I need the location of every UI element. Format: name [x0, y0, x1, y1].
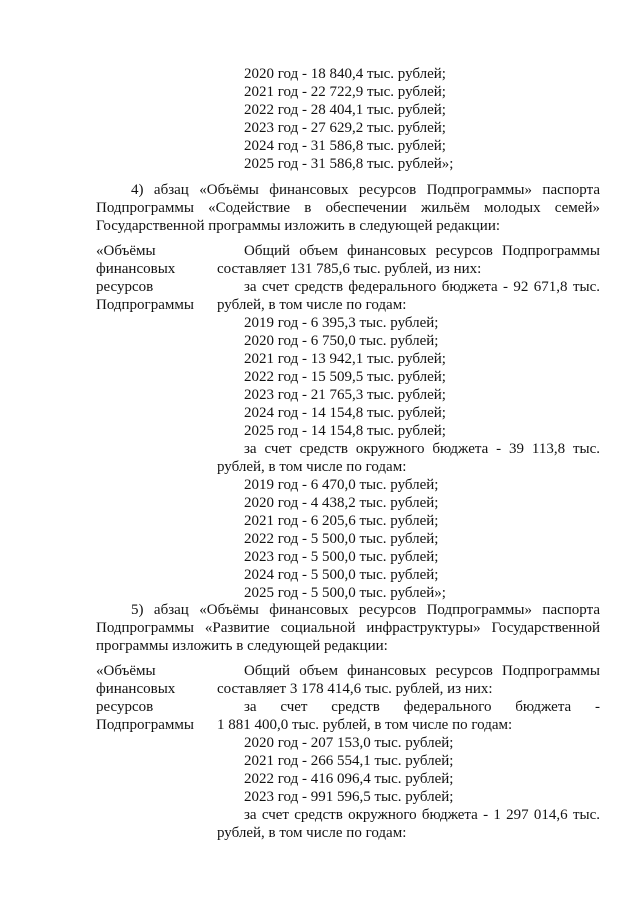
year-line: 2020 год - 18 840,4 тыс. рублей; — [244, 66, 446, 82]
district-line: рублей, в том числе по годам: — [217, 825, 407, 841]
district-line: за счет средств окружного бюджета - 39 113,8 тыс. — [244, 441, 600, 457]
block-label: Подпрограммы — [96, 297, 194, 313]
paragraph-line: 4) абзац «Объёмы финансовых ресурсов Подпрограммы» паспорта — [131, 182, 600, 198]
block-label: Подпрограммы — [96, 717, 194, 733]
paragraph-line: Государственной программы изложить в следующей редакции: — [96, 218, 501, 234]
block-label: финансовых — [96, 681, 176, 697]
total-line: Общий объем финансовых ресурсов Подпрограммы — [244, 663, 600, 679]
district-line: рублей, в том числе по годам: — [217, 459, 407, 475]
year-line: 2022 год - 28 404,1 тыс. рублей; — [244, 102, 446, 118]
year-line: 2021 год - 266 554,1 тыс. рублей; — [244, 753, 454, 769]
year-line: 2019 год - 6 470,0 тыс. рублей; — [244, 477, 439, 493]
block-label: ресурсов — [96, 279, 154, 295]
year-line: 2023 год - 27 629,2 тыс. рублей; — [244, 120, 446, 136]
federal-line: за счет средств федерального бюджета - — [244, 699, 600, 715]
year-line: 2025 год - 5 500,0 тыс. рублей»; — [244, 585, 446, 601]
paragraph-line: Подпрограммы «Содействие в обеспечении жильём молодых семей» — [96, 200, 600, 216]
total-line: составляет 131 785,6 тыс. рублей, из них: — [217, 261, 482, 277]
year-line: 2025 год - 31 586,8 тыс. рублей»; — [244, 156, 454, 172]
year-line: 2023 год - 5 500,0 тыс. рублей; — [244, 549, 439, 565]
total-line: составляет 3 178 414,6 тыс. рублей, из них: — [217, 681, 493, 697]
paragraph-line: 5) абзац «Объёмы финансовых ресурсов Подпрограммы» паспорта — [131, 602, 600, 618]
district-line: за счет средств окружного бюджета - 1 297 014,6 тыс. — [244, 807, 600, 823]
block-label: финансовых — [96, 261, 176, 277]
federal-line: рублей, в том числе по годам: — [217, 297, 407, 313]
year-line: 2023 год - 21 765,3 тыс. рублей; — [244, 387, 446, 403]
federal-line: за счет средств федерального бюджета - 92 671,8 тыс. — [244, 279, 600, 295]
block-label: ресурсов — [96, 699, 154, 715]
year-line: 2024 год - 5 500,0 тыс. рублей; — [244, 567, 439, 583]
year-line: 2022 год - 5 500,0 тыс. рублей; — [244, 531, 439, 547]
year-line: 2022 год - 416 096,4 тыс. рублей; — [244, 771, 454, 787]
block-label: «Объёмы — [96, 663, 156, 679]
year-line: 2024 год - 31 586,8 тыс. рублей; — [244, 138, 446, 154]
total-line: Общий объем финансовых ресурсов Подпрограммы — [244, 243, 600, 259]
year-line: 2020 год - 207 153,0 тыс. рублей; — [244, 735, 454, 751]
year-line: 2019 год - 6 395,3 тыс. рублей; — [244, 315, 439, 331]
paragraph-line: Подпрограммы «Развитие социальной инфраструктуры» Государственной — [96, 620, 600, 636]
year-line: 2021 год - 6 205,6 тыс. рублей; — [244, 513, 439, 529]
year-line: 2022 год - 15 509,5 тыс. рублей; — [244, 369, 446, 385]
year-line: 2020 год - 6 750,0 тыс. рублей; — [244, 333, 439, 349]
year-line: 2023 год - 991 596,5 тыс. рублей; — [244, 789, 454, 805]
year-line: 2021 год - 13 942,1 тыс. рублей; — [244, 351, 446, 367]
year-line: 2020 год - 4 438,2 тыс. рублей; — [244, 495, 439, 511]
block-label: «Объёмы — [96, 243, 156, 259]
federal-line: 1 881 400,0 тыс. рублей, в том числе по годам: — [217, 717, 513, 733]
year-line: 2021 год - 22 722,9 тыс. рублей; — [244, 84, 446, 100]
paragraph-line: программы изложить в следующей редакции: — [96, 638, 388, 654]
year-line: 2025 год - 14 154,8 тыс. рублей; — [244, 423, 446, 439]
year-line: 2024 год - 14 154,8 тыс. рублей; — [244, 405, 446, 421]
